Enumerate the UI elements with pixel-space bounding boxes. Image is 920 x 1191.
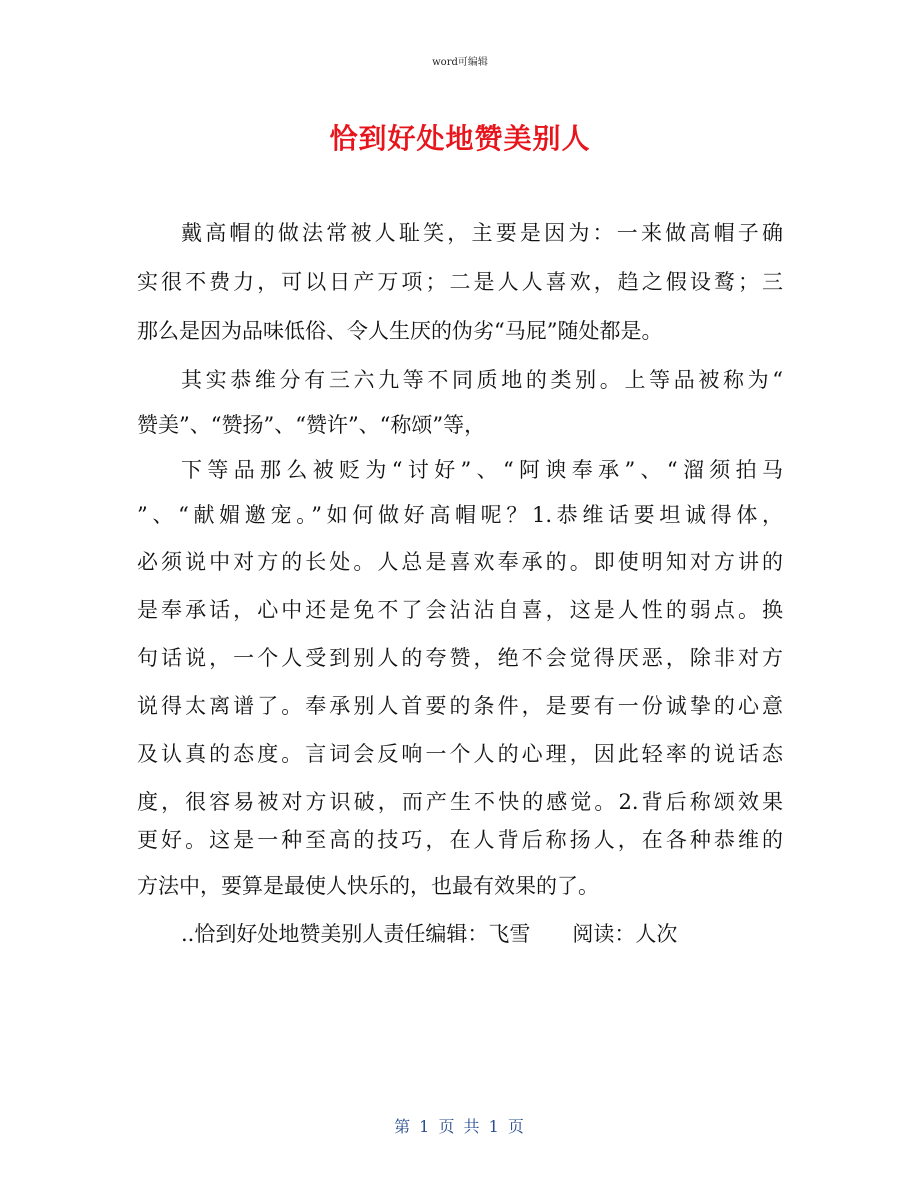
paragraph-line: 说得太离谱了。奉承别人首要的条件，是要有一份诚挚的心意 [137, 694, 783, 718]
paragraph-line: 其实恭维分有三六九等不同质地的类别。上等品被称为“ [181, 368, 783, 392]
paragraph-line: 是奉承话，心中还是免不了会沾沾自喜，这是人性的弱点。换 [137, 598, 783, 622]
paragraph-line: 实很不费力，可以日产万项；二是人人喜欢，趋之假设鹜；三 [137, 270, 783, 294]
paragraph-line: 必须说中对方的长处。人总是喜欢奉承的。即使明知对方讲的 [137, 550, 783, 574]
byline: ..恰到好处地赞美别人责任编辑：飞雪 阅读：人次 [181, 922, 678, 946]
paragraph-line: ”、“献媚邀宠。”如何做好高帽呢？1.恭维话要坦诚得体， [137, 503, 783, 527]
paragraph-line: 更好。这是一种至高的技巧，在人背后称扬人，在各种恭维的 [137, 828, 783, 852]
page-footer: 第 1 页 共 1 页 [394, 1117, 526, 1136]
paragraph-line: 那么是因为品味低俗、令人生厌的伪劣“马屁”随处都是。 [137, 319, 663, 343]
header-note: word可编辑 [432, 57, 488, 68]
paragraph-line: 句话说，一个人受到别人的夸赞，绝不会觉得厌恶，除非对方 [137, 646, 783, 670]
paragraph-line: 方法中，要算是最使人快乐的，也最有效果的了。 [137, 874, 599, 898]
paragraph-line: 度，很容易被对方识破，而产生不快的感觉。2.背后称颂效果 [137, 790, 783, 814]
paragraph-line: 戴高帽的做法常被人耻笑，主要是因为：一来做高帽子确 [181, 221, 783, 245]
paragraph-line: 赞美”、“赞扬”、“赞许”、“称颂”等， [137, 413, 486, 437]
document-title: 恰到好处地赞美别人 [329, 122, 591, 155]
paragraph-line: 下等品那么被贬为“讨好”、“阿谀奉承”、“溜须拍马 [181, 458, 783, 482]
paragraph-line: 及认真的态度。言词会反响一个人的心理，因此轻率的说话态 [137, 742, 783, 766]
